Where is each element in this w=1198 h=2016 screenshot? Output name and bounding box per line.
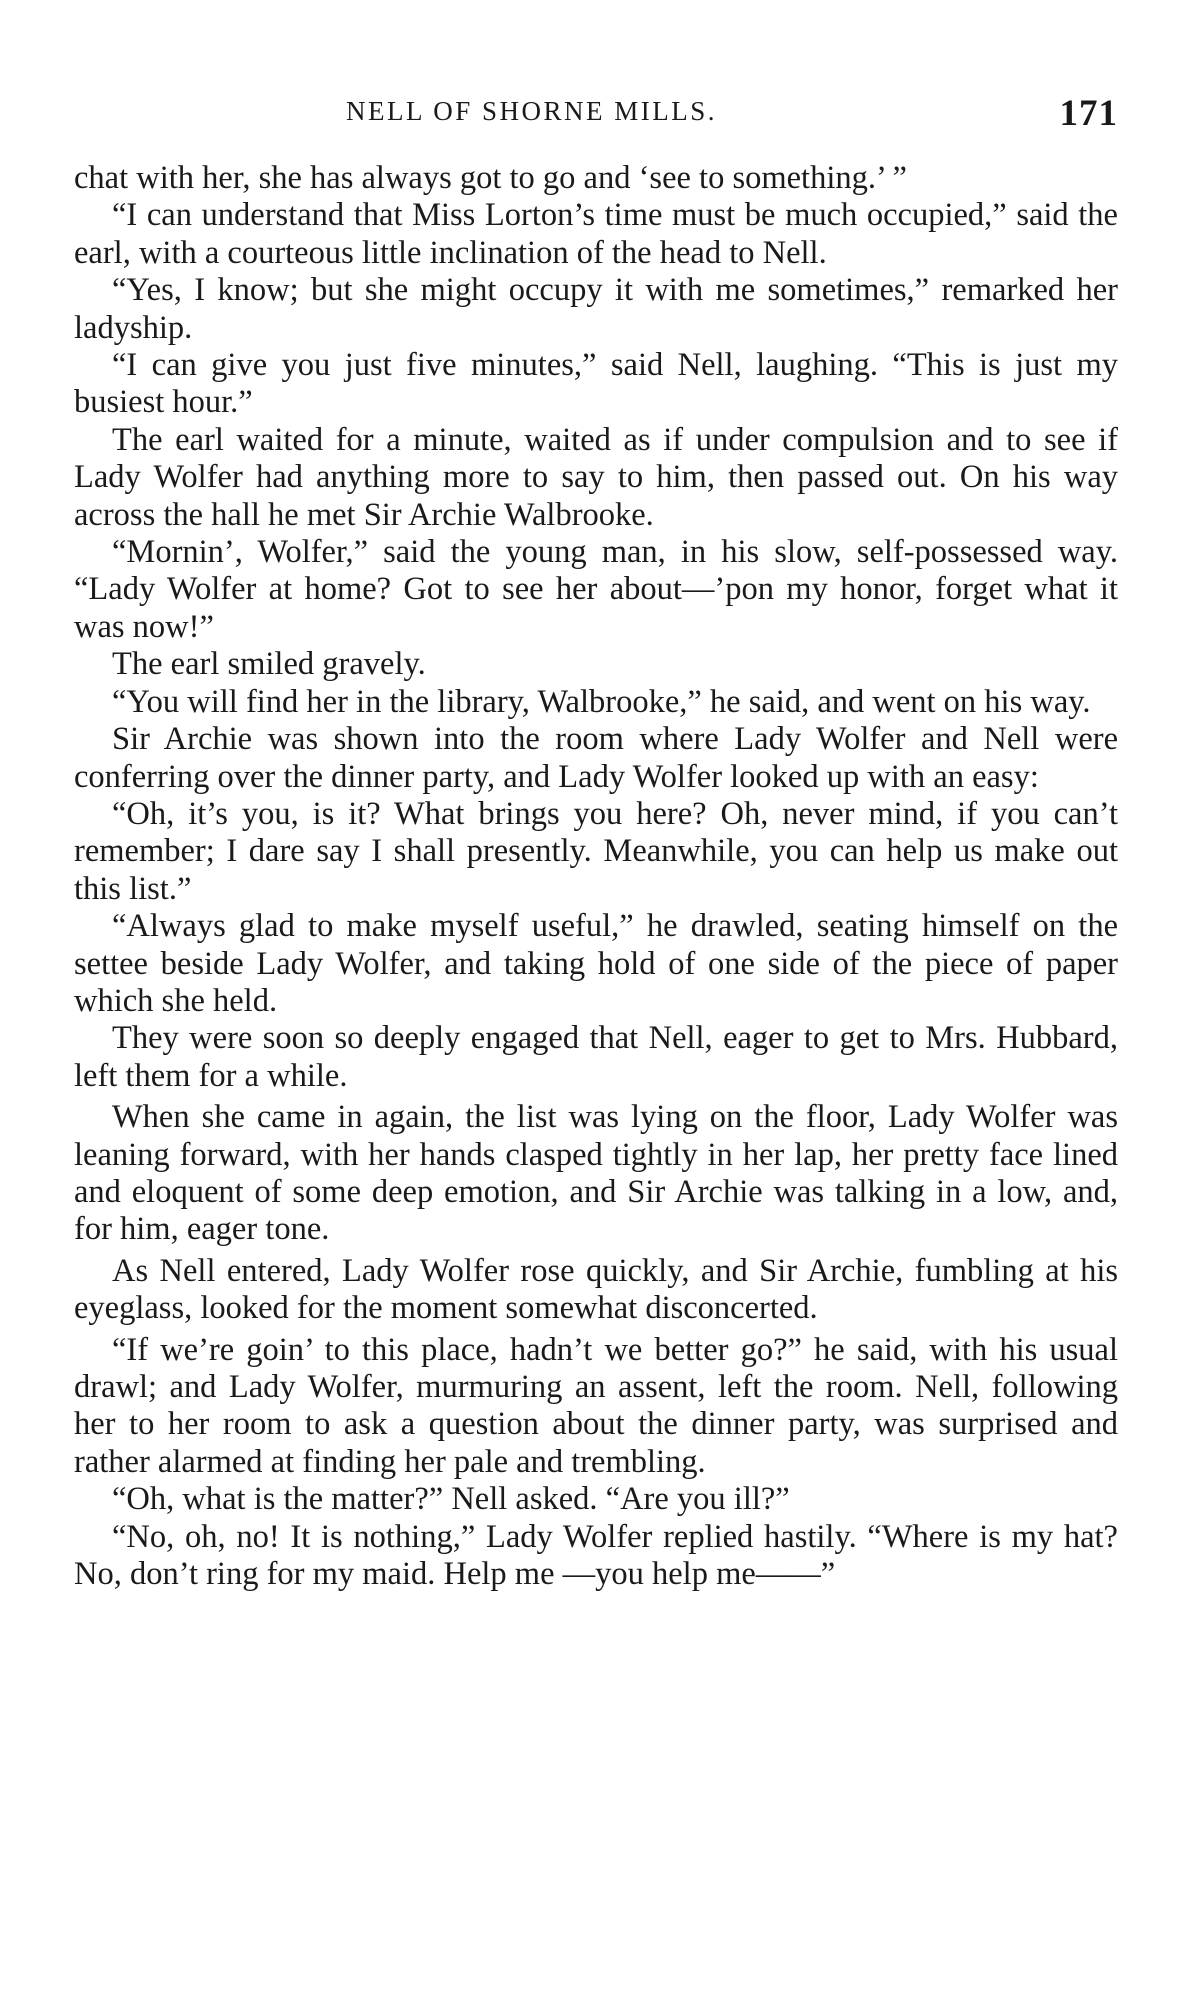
paragraph: The earl waited for a minute, waited as if under compulsion and to see if Lady Wolfer had anything more to say to him, then passed out. On his way across the hall he met Sir Archie Walbrooke.	[74, 421, 1118, 533]
paragraph: “No, oh, no! It is nothing,” Lady Wolfer replied hastily. “Where is my hat? No, don’t ring for my maid. Help me —you help me——”	[74, 1518, 1118, 1593]
book-page	[74, 0, 1118, 2016]
paragraph: “You will find her in the library, Walbrooke,” he said, and went on his way.	[112, 683, 1091, 720]
paragraph: “If we’re goin’ to this place, hadn’t we better go?” he said, with his usual drawl; and Lady Wolfer, murmuring an assent, left the room. Nell, following her to her room to ask a question about the dinner party, was surprised and rather alarmed at finding her pale and trembling.	[74, 1331, 1118, 1480]
page-number: 171	[1059, 93, 1118, 134]
paragraph: As Nell entered, Lady Wolfer rose quickly, and Sir Archie, fumbling at his eyeglass, looked for the moment somewhat disconcerted.	[74, 1252, 1118, 1327]
paragraph: “Mornin’, Wolfer,” said the young man, in his slow, self-possessed way. “Lady Wolfer at home? Got to see her about—’pon my honor, forget what it was now!”	[74, 534, 1118, 645]
paragraph: “Always glad to make myself useful,” he drawled, seating himself on the settee beside Lady Wolfer, and taking hold of one side of the piece of paper which she held.	[74, 908, 1118, 1019]
body-text	[74, 160, 1118, 1593]
paragraph: When she came in again, the list was lying on the floor, Lady Wolfer was leaning forward, with her hands clasped tightly in her lap, her pretty face lined and eloquent of some deep emotion, and Sir Archie was talking in a low, and, for him, eager tone.	[74, 1099, 1118, 1248]
page-header	[74, 92, 1118, 136]
paragraph: “Oh, it’s you, is it? What brings you here? Oh, never mind, if you can’t remember; I dare say I shall presently. Meanwhile, you can help us make out this list.”	[74, 795, 1118, 907]
paragraph: chat with her, she has always got to go and ‘see to something.’ ”	[74, 160, 907, 196]
running-title: NELL OF SHORNE MILLS.	[346, 96, 718, 126]
paragraph: “I can understand that Miss Lorton’s time must be much occupied,” said the earl, with a courteous little inclination of the head to Nell.	[74, 197, 1118, 271]
paragraph: “Oh, what is the matter?” Nell asked. “Are you ill?”	[112, 1481, 790, 1518]
paragraph: Sir Archie was shown into the room where Lady Wolfer and Nell were conferring over the dinner party, and Lady Wolfer looked up with an easy:	[74, 721, 1118, 795]
paragraph: “Yes, I know; but she might occupy it with me sometimes,” remarked her ladyship.	[74, 272, 1118, 346]
paragraph: “I can give you just five minutes,” said Nell, laughing. “This is just my busiest hour.”	[74, 347, 1118, 421]
paragraph: The earl smiled gravely.	[112, 646, 426, 683]
paragraph: They were soon so deeply engaged that Nell, eager to get to Mrs. Hubbard, left them for a while.	[74, 1020, 1118, 1094]
